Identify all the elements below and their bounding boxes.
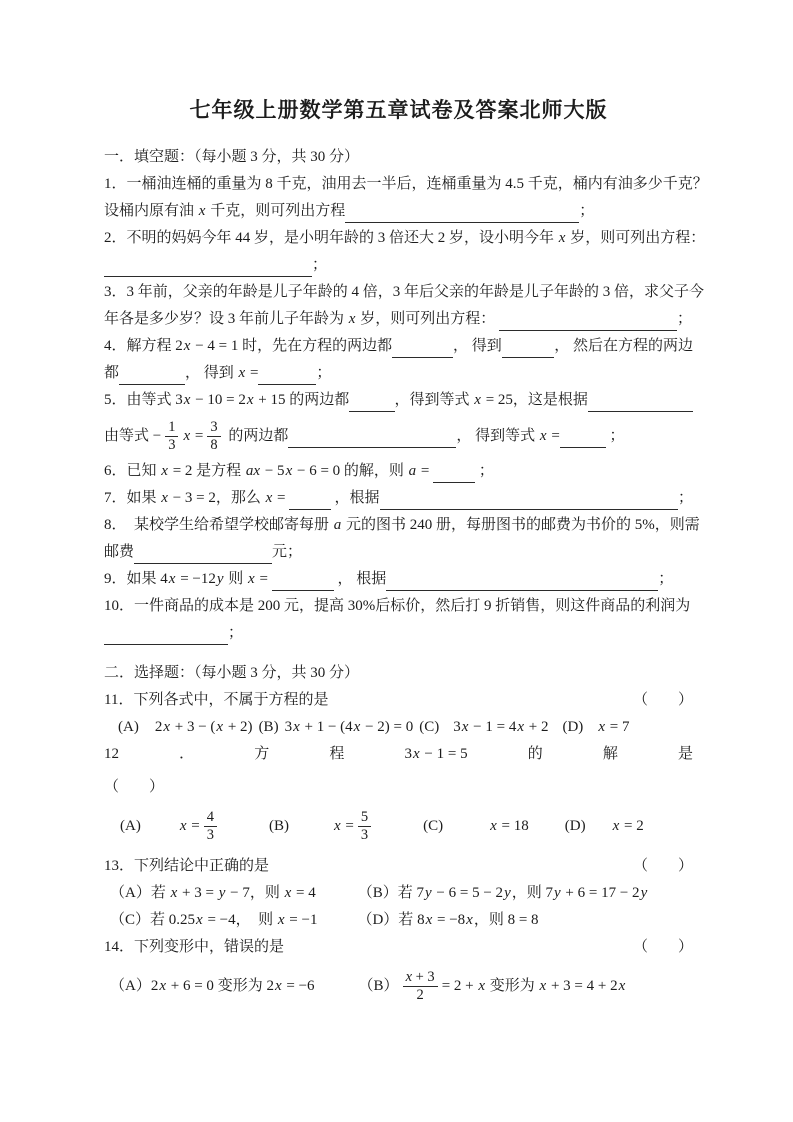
- q10-line1: [104, 593, 693, 620]
- text-run: ；: [676, 311, 692, 328]
- fraction: [358, 809, 371, 842]
- fraction-numerator: 4: [204, 809, 217, 826]
- text-run: 7．如果: [104, 490, 161, 507]
- q12-options: [104, 801, 693, 851]
- q7-line: [104, 485, 693, 512]
- math-expression: 7y − 6 = 5 − 2y: [416, 885, 511, 902]
- math-expression: 8 = 8: [507, 912, 539, 929]
- text-run: 的两边都: [224, 427, 289, 444]
- text-run: 的两边都: [285, 392, 350, 409]
- text-run: (D): [562, 719, 584, 736]
- fraction: [165, 419, 178, 452]
- text-run: =: [273, 490, 290, 507]
- text-run: =: [417, 463, 434, 480]
- section2-header: [104, 660, 693, 687]
- math-expression: x = 25: [474, 392, 513, 409]
- text-run: 11．下列各式中，不属于方程的是: [104, 692, 329, 709]
- blank-underline: [233, 264, 312, 277]
- math-expression: −: [152, 427, 162, 444]
- text-run: 则: [224, 571, 248, 588]
- math-expression: 7y + 6 = 17 − 2y: [545, 885, 648, 902]
- q4-line2: [104, 360, 693, 387]
- text-run: （C）若: [110, 912, 169, 929]
- q4-line1: [104, 333, 693, 360]
- text-run: （A）若: [110, 885, 170, 902]
- math-expression: 3x − 10 = 2x + 15: [175, 392, 286, 409]
- text-run: ， 得到: [185, 365, 238, 382]
- text-run: 元的图书 240 册，每册图书的邮费为书价的 5%，则需: [342, 517, 700, 534]
- blank-underline: [433, 470, 475, 483]
- text-run: 元；: [272, 544, 303, 561]
- text-run: 3．3 年前，父亲的年龄是儿子年龄的 4 倍，3 年后父亲的年龄是儿子年龄的 3 倍，求父子今: [104, 284, 705, 301]
- text-run: (B): [258, 719, 279, 736]
- q8-line2: [104, 539, 693, 566]
- text-run: ；: [312, 257, 328, 274]
- text-run: 二．选择题：（每小题 3 分，共 30 分）: [104, 665, 360, 682]
- text-run: （A）: [110, 977, 151, 994]
- q3-line1: [104, 279, 705, 306]
- blank-underline: [499, 318, 573, 331]
- text-run: (A): [120, 817, 141, 834]
- text-run: ， 得到等式: [456, 427, 539, 444]
- text-run: 2．不明的妈妈今年 44 岁，是小明年龄的 3 倍还大 2 岁，设小明今年: [104, 230, 558, 247]
- text-run: ， 得到: [453, 338, 502, 355]
- q6-line: [104, 458, 693, 485]
- blank-underline: [168, 632, 214, 645]
- q13-options-ab: [104, 880, 693, 907]
- math-expression: x: [558, 230, 566, 247]
- text-run: （B）: [358, 977, 399, 994]
- math-expression: 8x = −8x: [417, 912, 473, 929]
- text-run: 6．已知: [104, 463, 161, 480]
- blank-underline: [289, 497, 331, 510]
- text-run: ；: [475, 463, 494, 480]
- math-expression: x: [248, 571, 255, 588]
- answer-bracket: （ ）: [632, 692, 693, 709]
- math-expression: x =: [238, 365, 259, 382]
- blank-underline: [386, 578, 658, 591]
- text-run: 都: [104, 365, 120, 382]
- text-run: 设桶内原有油: [104, 203, 198, 220]
- q2-line2: [104, 252, 693, 279]
- text-run: 邮费: [104, 544, 135, 561]
- text-run: ，则: [473, 912, 508, 929]
- text-run: (B): [268, 817, 289, 834]
- blank-underline: [457, 210, 579, 223]
- blank-underline: [104, 632, 168, 645]
- text-run: 岁，则可列出方程：: [566, 230, 706, 247]
- blank-underline: [272, 578, 334, 591]
- q14-stem: [104, 934, 693, 961]
- blank-underline: [104, 264, 233, 277]
- q13-options-cd: [104, 907, 693, 934]
- text-run: 10．一件商品的成本是 200 元，提高 30%后标价，然后打 9 折销售，则这件商品的利润为: [104, 598, 691, 615]
- answer-bracket: （ ）: [104, 779, 165, 796]
- blank-underline: [502, 345, 554, 358]
- text-run: 岁，则可列出方程：: [356, 311, 499, 328]
- math-expression: a: [333, 517, 342, 534]
- text-run: ， 则: [235, 912, 277, 929]
- math-expression: 0.25x = −4: [168, 912, 236, 929]
- blank-underline: [392, 345, 453, 358]
- text-run: ；: [677, 490, 693, 507]
- text-run: 1．一桶油连桶的重量为 8 千克，油用去一半后，连桶重量为 4.5 千克，桶内有油多少千克？: [104, 176, 708, 193]
- q12-stem: [104, 741, 693, 768]
- text-run: 12: [104, 746, 119, 763]
- text-run: 是方程: [192, 463, 245, 480]
- fraction-denominator: 3: [206, 826, 214, 843]
- document-body: [104, 144, 708, 1011]
- math-expression: 3x + 1 − (4x − 2) = 0: [284, 719, 414, 736]
- fraction: [207, 419, 220, 452]
- blank-underline: [119, 372, 185, 385]
- answer-bracket: （ ）: [632, 939, 693, 956]
- math-expression: 2x + 3 − (x + 2): [154, 719, 253, 736]
- math-expression: 3x − 1 = 4x + 2: [453, 719, 549, 736]
- text-run: （B）若: [357, 885, 417, 902]
- text-run: 程: [329, 746, 345, 763]
- blank-underline: [349, 399, 394, 412]
- q1-line1: [104, 171, 708, 198]
- text-run: ， 根据: [333, 571, 387, 588]
- fraction-denominator: 8: [210, 436, 218, 453]
- fraction: [204, 809, 217, 842]
- math-expression: x: [348, 311, 356, 328]
- fraction-numerator: 1: [165, 419, 178, 436]
- page-title: 七年级上册数学第五章试卷及答案北师大版: [189, 98, 608, 122]
- math-expression: 3x − 1 = 5: [404, 746, 468, 763]
- text-run: ．: [179, 746, 195, 763]
- text-run: ；: [658, 571, 674, 588]
- text-run: 一．填空题：（每小题 3 分，共 30 分）: [104, 149, 360, 166]
- q5-line2: [104, 414, 693, 458]
- math-expression: x =: [539, 427, 560, 444]
- fraction-denominator: 2: [416, 986, 424, 1003]
- fraction-numerator: x + 3: [403, 969, 438, 986]
- math-expression: 2x + 6 = 0: [150, 977, 214, 994]
- math-expression: x: [198, 203, 206, 220]
- math-expression: x: [265, 490, 273, 507]
- text-run: 的: [527, 746, 543, 763]
- math-expression: 2x = −6: [266, 977, 315, 994]
- q3-line2: [104, 306, 693, 333]
- section1-header: [104, 144, 693, 171]
- math-expression: x − 3 = 2: [161, 490, 216, 507]
- blank-underline: [560, 435, 606, 448]
- fraction-denominator: 3: [168, 436, 176, 453]
- blank-underline: [134, 551, 272, 564]
- text-run: ，得到等式: [394, 392, 474, 409]
- math-expression: ax − 5x − 6 = 0: [245, 463, 341, 480]
- text-run: ，那么: [215, 490, 265, 507]
- text-run: =: [255, 571, 272, 588]
- q12-bracket: [104, 774, 693, 801]
- text-run: 8． 某校学生给希望学校邮寄每册: [104, 517, 333, 534]
- text-run: 解: [602, 746, 618, 763]
- blank-underline: [288, 435, 456, 448]
- math-expression: a: [408, 463, 417, 480]
- blank-underline: [573, 318, 677, 331]
- blank-underline: [577, 497, 678, 510]
- math-expression: x =: [179, 817, 200, 834]
- text-run: 方: [254, 746, 270, 763]
- text-run: ；: [228, 625, 244, 642]
- q9-line: [104, 566, 693, 593]
- text-run: (C): [419, 719, 440, 736]
- q8-line1: [104, 512, 700, 539]
- math-expression: = 2 + x: [441, 977, 486, 994]
- text-run: 5．由等式: [104, 392, 176, 409]
- fraction-numerator: 5: [358, 809, 371, 826]
- text-run: 4．解方程: [104, 338, 176, 355]
- text-run: 年各是多少岁？设 3 年前儿子年龄为: [104, 311, 348, 328]
- fraction: [403, 969, 438, 1002]
- text-run: 千克，则可列出方程: [206, 203, 346, 220]
- math-expression: x = 2: [612, 817, 644, 834]
- q11-stem: [104, 687, 693, 714]
- text-run: ，这是根据: [512, 392, 588, 409]
- blank-underline: [656, 399, 693, 412]
- q10-line2: [104, 620, 693, 647]
- q14-options: [104, 961, 693, 1011]
- q11-options: [104, 714, 693, 741]
- text-run: 9．如果: [104, 571, 161, 588]
- text-run: 变形为: [213, 977, 267, 994]
- text-run: ，则: [511, 885, 546, 902]
- blank-underline: [588, 399, 656, 412]
- blank-underline: [214, 632, 228, 645]
- blank-underline: [345, 210, 457, 223]
- text-run: ，则: [249, 885, 284, 902]
- math-expression: x =: [333, 817, 354, 834]
- text-run: 变形为: [486, 977, 539, 994]
- text-run: 时，先在方程的两边都: [238, 338, 393, 355]
- text-run: 是: [677, 746, 693, 763]
- q5-line1: [104, 387, 693, 414]
- blank-underline: [380, 497, 578, 510]
- q2-line1: [104, 225, 706, 252]
- text-run: ；: [316, 365, 332, 382]
- text-run: (A): [118, 719, 139, 736]
- text-run: ， 然后在方程的两边: [554, 338, 693, 355]
- fraction-denominator: 3: [360, 826, 369, 843]
- text-run: ；: [605, 427, 625, 444]
- text-run: （D）若: [357, 912, 418, 929]
- math-expression: x = −1: [277, 912, 318, 929]
- math-expression: 2x − 4 = 1: [175, 338, 239, 355]
- text-run: 14．下列变形中，错误的是: [104, 939, 285, 956]
- math-expression: x = 4: [284, 885, 316, 902]
- q1-line2: [104, 198, 693, 225]
- text-run: ，根据: [330, 490, 380, 507]
- math-expression: x + 3 = y − 7: [170, 885, 250, 902]
- blank-underline: [258, 372, 316, 385]
- q13-stem: [104, 853, 693, 880]
- math-expression: x = 18: [490, 817, 529, 834]
- text-run: (C): [423, 817, 444, 834]
- answer-bracket: （ ）: [632, 858, 693, 875]
- text-run: (D): [564, 817, 586, 834]
- text-run: 13．下列结论中正确的是: [104, 858, 270, 875]
- math-expression: x =: [183, 427, 204, 444]
- text-run: 的解，则: [340, 463, 408, 480]
- text-run: 由等式: [104, 427, 153, 444]
- math-expression: x = 2: [161, 463, 193, 480]
- fraction-numerator: 3: [207, 419, 220, 436]
- math-expression: x + 3 = 4 + 2x: [539, 977, 626, 994]
- math-expression: x = 7: [598, 719, 630, 736]
- math-expression: 4x = −12y: [160, 571, 224, 588]
- text-run: ；: [579, 203, 595, 220]
